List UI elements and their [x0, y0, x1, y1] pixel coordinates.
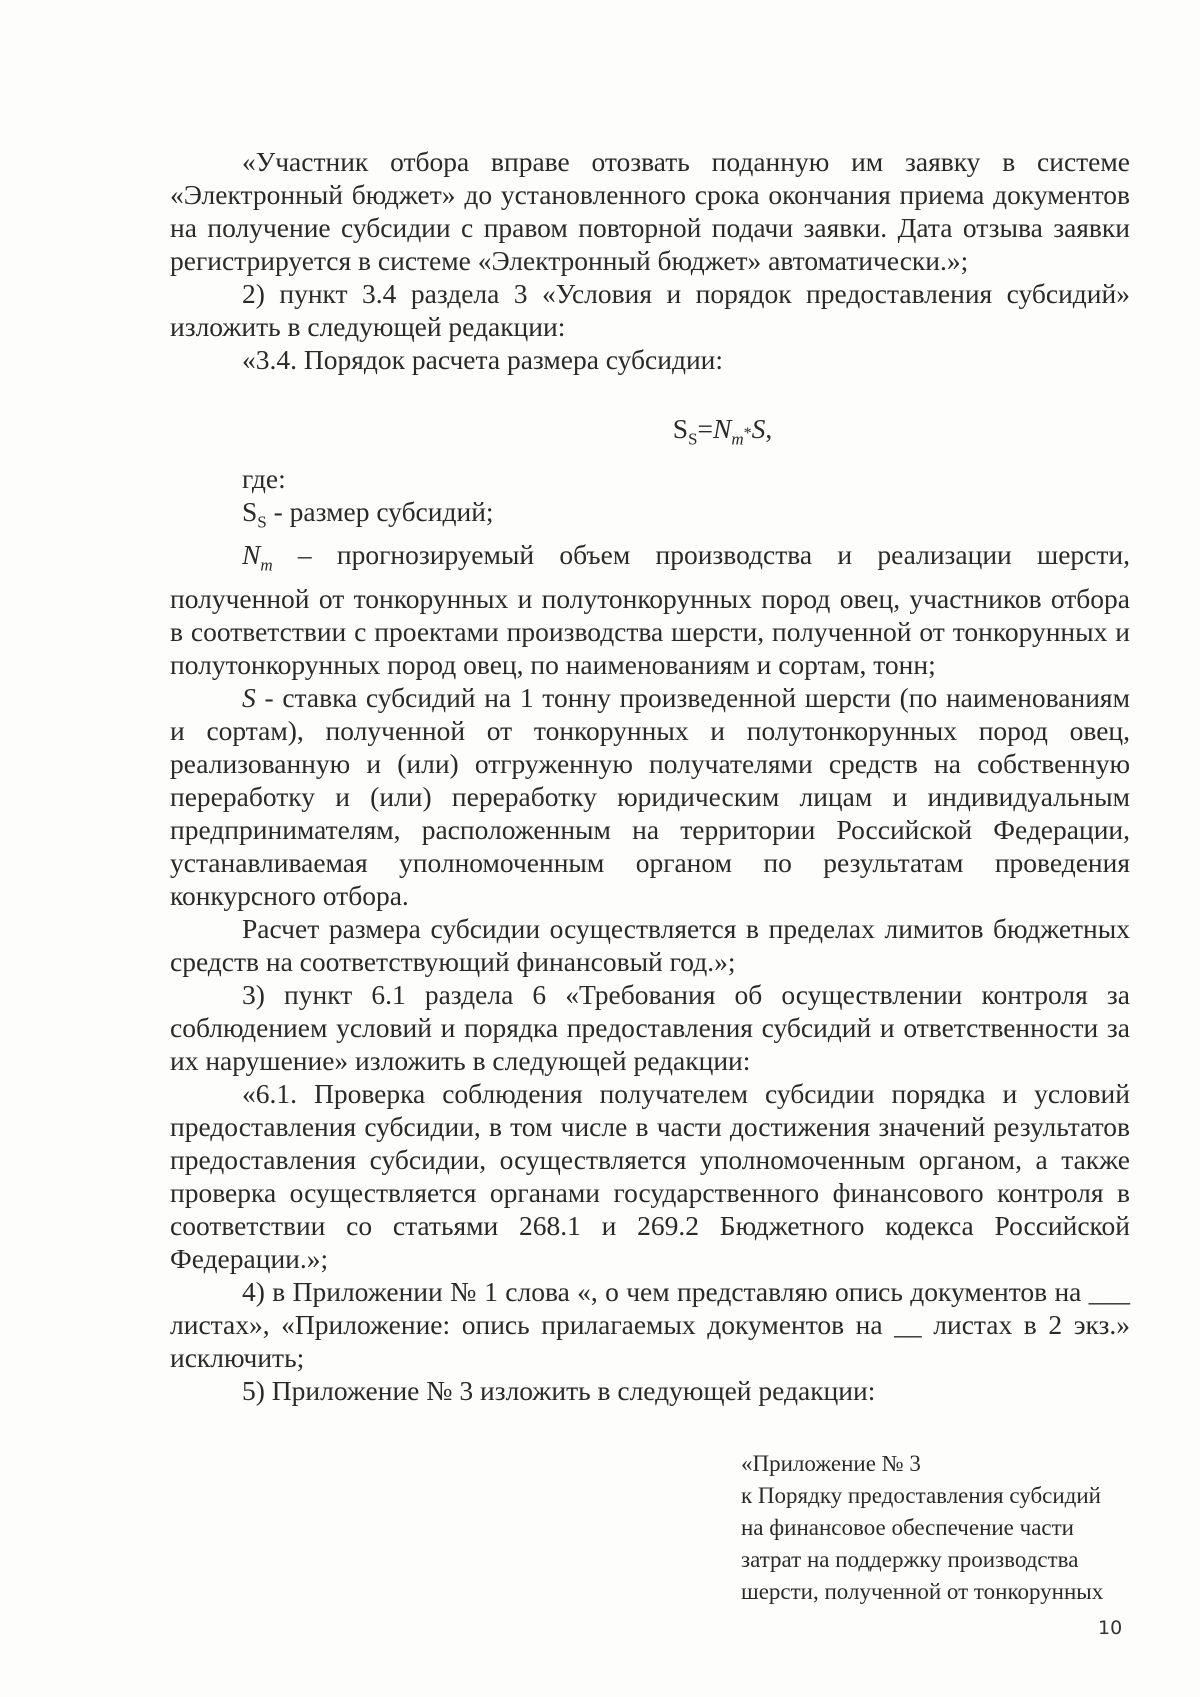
paragraph-item-4: 4) в Приложении № 1 слова «, о чем представляю опись документов на ___ листах», «Приложение: опись прилагаемых документов на __ листах в 2 экз.» исключить; [170, 1275, 1130, 1373]
def-s-sub: S [257, 512, 267, 531]
paragraph-item-3: 3) пункт 6.1 раздела 6 «Требования об осуществлении контроля за соблюдением условий и порядка предоставления субсидий и ответственности за их нарушение» изложить в следующей редакции: [170, 978, 1130, 1076]
definition-subsidy-size [170, 495, 1130, 539]
paragraph-item-2: 2) пункт 3.4 раздела 3 «Условия и порядок предоставления субсидий» изложить в следующей редакции: [170, 278, 1130, 342]
def-rate-text: - ставка субсидий на 1 тонну произведенной шерсти (по наименованиям и сортам), полученной от тонкорунных и полутонкорунных пород овец, реализованную и (или) отгруженную получателями средств на собственную переработку и (или) переработку юридическим лицам и индивидуальным предпринимателям, расположенным на территории Российской Федерации, устанавливаемая уполномоченным органом по результатам проведения конкурсного отбора. [170, 681, 1130, 911]
formula-s-sub: S [688, 429, 698, 449]
formula-s: S [672, 413, 689, 444]
annex-line: на финансовое обеспечение части [741, 1515, 1074, 1540]
formula-mult: * [743, 425, 752, 442]
subsidy-formula [170, 412, 1130, 456]
paragraph-limits: Расчет размера субсидии осуществляется в пределах лимитов бюджетных средств на соответствующий финансовый год.»; [170, 912, 1130, 977]
definition-volume [170, 538, 1130, 681]
formula-rate: S [751, 413, 766, 444]
annex-line: затрат на поддержку производства [741, 1547, 1079, 1572]
paragraph-item-5: 5) Приложение № 3 изложить в следующей редакции: [242, 1374, 876, 1406]
def-n-sub: m [260, 555, 273, 575]
annex-line: «Приложение № 3 [741, 1451, 921, 1476]
def-s-text: - размер субсидий; [266, 495, 494, 527]
formula-n-sub: m [731, 429, 744, 449]
def-n-text: – прогнозируемый объем производства и реализации шерсти, полученной от тонкорунных и полутонкорунных пород овец, участников отбора в соответствии с проектами производства шерсти, полученной от тонкорунных и полутонкорунных пород овец, по наименованиям и сортам, тонн; [170, 539, 1130, 680]
def-n-symbol: N [242, 539, 261, 570]
annex-header [741, 1448, 1141, 1608]
annex-line: к Порядку предоставления субсидий [741, 1483, 1101, 1508]
page-number: 10 [1098, 1617, 1123, 1639]
formula-tail: , [765, 413, 773, 444]
def-rate-symbol: S [242, 681, 256, 713]
formula-n: N [713, 413, 732, 444]
paragraph-application-withdrawal: «Участник отбора вправе отозвать поданную им заявку в системе «Электронный бюджет» до установленного срока окончания приема документов на получение субсидии с правом повторной подачи заявки. Дата отзыва заявки регистрируется в системе «Электронный бюджет» автоматически.»; [170, 146, 1130, 276]
definition-rate [170, 681, 1130, 912]
def-s-symbol: S [242, 495, 258, 527]
paragraph-calc-order: «3.4. Порядок расчета размера субсидии: [242, 344, 724, 375]
formula-eq: = [697, 413, 714, 444]
paragraph-control: «6.1. Проверка соблюдения получателем субсидии порядка и условий предоставления субсидии, в том числе в части достижения значений результатов предоставления субсидии, осуществляется уполномоченным органом, а также проверка осуществляется органами государственного финансового контроля в соответствии со статьями 268.1 и 269.2 Бюджетного кодекса Российской Федерации.»; [170, 1077, 1130, 1274]
where-label: где: [242, 462, 286, 494]
document-body [170, 145, 1130, 1407]
annex-line: шерсти, полученной от тонкорунных [741, 1579, 1104, 1604]
